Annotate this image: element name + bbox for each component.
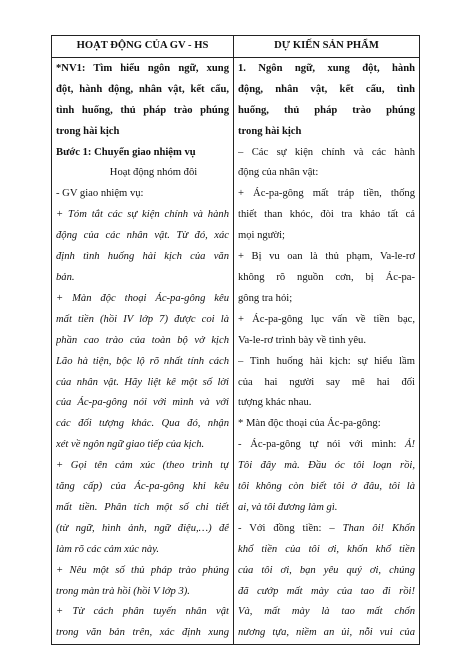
plain-text: - Ác-pa-gông tự nói với mình: — [238, 439, 405, 451]
text-line: tôi không còn biết tôi ở đâu, tôi là — [238, 481, 415, 493]
text-line: của Ác-pa-gông nói với mình và với — [56, 397, 229, 409]
text-line: các đối tượng khác. Qua đó, nhận — [56, 418, 229, 430]
text-line: bản. — [56, 271, 75, 283]
text-line: Tôi đây mà. Đầu óc tôi loạn rồi, — [238, 460, 415, 472]
text-line: trong văn bản trên, xác định xung — [56, 627, 229, 639]
text-line: phần cao trào của toàn bộ vở kịch — [56, 334, 229, 346]
text-line: định tình huống hài kịch của văn — [56, 251, 229, 263]
text-line: trong hài kịch — [238, 125, 302, 137]
text-line: Và, mất mày là tao mất chốn — [238, 606, 415, 618]
teacher-activities-cell — [52, 57, 234, 644]
text-line: thiết than khóc, đòi tra khảo tất cả — [238, 209, 415, 221]
text-line: đã cướp mất mày của tao đi rồi! — [238, 585, 415, 597]
text-line: Bước 1: Chuyển giao nhiệm vụ — [56, 146, 196, 158]
text-line: xét về ngôn ngữ giao tiếp của kịch. — [56, 439, 205, 451]
text-line: của tôi ơi, bạn yêu quý ơi, chúng — [238, 564, 415, 576]
text-line: tăng cấp) của Ác-pa-gông khi kêu — [56, 481, 229, 493]
text-line: mất tiền. Phân tích một số chi tiết — [56, 501, 229, 513]
table-row — [52, 57, 420, 644]
text-line: 1. Ngôn ngữ, xung đột, hành — [238, 62, 415, 74]
text-line: (từ ngữ, hình ảnh, ngữ điệu,…) để — [56, 522, 229, 534]
text-line: động của các nhân vật. Từ đó, xác — [56, 230, 229, 242]
text-line: tượng khác nhau. — [238, 397, 312, 409]
text-line: trong hài kịch — [56, 125, 120, 137]
text-line: + Ác-pa-gông lục vấn về tiền bạc, — [238, 313, 415, 325]
text-line: Hoạt động nhóm đôi — [109, 167, 198, 179]
italic-text: Ả! — [405, 439, 415, 451]
text-line: không rõ nguồn cơn, bị Ác-pa- — [238, 271, 415, 283]
text-line: Va-le-rơ trình bày về tình yêu. — [238, 334, 366, 346]
text-line: đột, hành động, nhân vật, kết cấu, — [56, 83, 229, 95]
plain-text: - Với đồng tiền: — [238, 522, 330, 534]
italic-text: – Than ôi! Khốn — [329, 522, 415, 534]
text-line: Lão hà tiện, bộc lộ rõ nhất tính cách — [56, 355, 229, 367]
text-line: *NV1: Tìm hiểu ngôn ngữ, xung — [56, 62, 229, 74]
text-line: – Tình huống hài kịch: sự hiểu lầm — [238, 355, 415, 367]
text-line: – Các sự kiện chính và các hành — [238, 146, 415, 158]
text-line: + Tóm tắt các sự kiện chính và hành — [56, 209, 229, 221]
text-line: + Bị vu oan là thủ phạm, Va-le-rơ — [238, 251, 415, 263]
text-line: động của nhân vật: — [238, 167, 319, 179]
text-line: + Màn độc thoại Ác-pa-gông kêu — [56, 292, 229, 304]
text-line: - GV giao nhiệm vụ: — [56, 188, 144, 200]
text-line: nương tựa, niềm an ủi, nỗi vui của — [238, 627, 415, 639]
text-line: + Nêu một số thủ pháp trào phúng — [56, 564, 229, 576]
expected-products-cell — [234, 57, 420, 644]
text-line: gông tra hỏi; — [238, 292, 293, 304]
text-line: ai, và tôi đương làm gì. — [238, 501, 338, 513]
text-line: mất tiền (hồi IV lớp 7) được coi là — [56, 313, 229, 325]
text-line: của hai người say mê hai đối — [238, 376, 415, 388]
text-line: khổ tiền của tôi ơi, khốn khổ tiền — [238, 543, 415, 555]
lesson-plan-table — [51, 35, 420, 645]
text-line: mọi người; — [238, 230, 285, 242]
table-header-row — [52, 36, 420, 58]
text-line: trong màn trà hồi (hồi V lớp 3). — [56, 585, 190, 597]
text-line: động, nhân vật, kết cấu, tình — [238, 83, 415, 95]
text-line: + Từ cách phân tuyến nhân vật — [56, 606, 229, 618]
text-line: * Màn độc thoại của Ác-pa-gông: — [238, 418, 381, 430]
text-line: huống, thủ pháp trào phúng — [238, 104, 415, 116]
header-expected-products: DỰ KIẾN SẢN PHẨM — [234, 36, 420, 58]
text-line: + Ác-pa-gông mất tráp tiền, thống — [238, 188, 415, 200]
text-line: + Gọi tên cảm xúc (theo trình tự — [56, 460, 229, 472]
text-line — [238, 435, 415, 456]
text-line: của nhân vật. Hãy liệt kê một số lời — [56, 376, 229, 388]
text-line: làm rõ các cảm xúc này. — [56, 543, 159, 555]
text-line: tình huống, thủ pháp trào phúng — [56, 104, 229, 116]
header-teacher-activities: HOẠT ĐỘNG CỦA GV - HS — [52, 36, 234, 58]
text-line — [238, 519, 415, 540]
